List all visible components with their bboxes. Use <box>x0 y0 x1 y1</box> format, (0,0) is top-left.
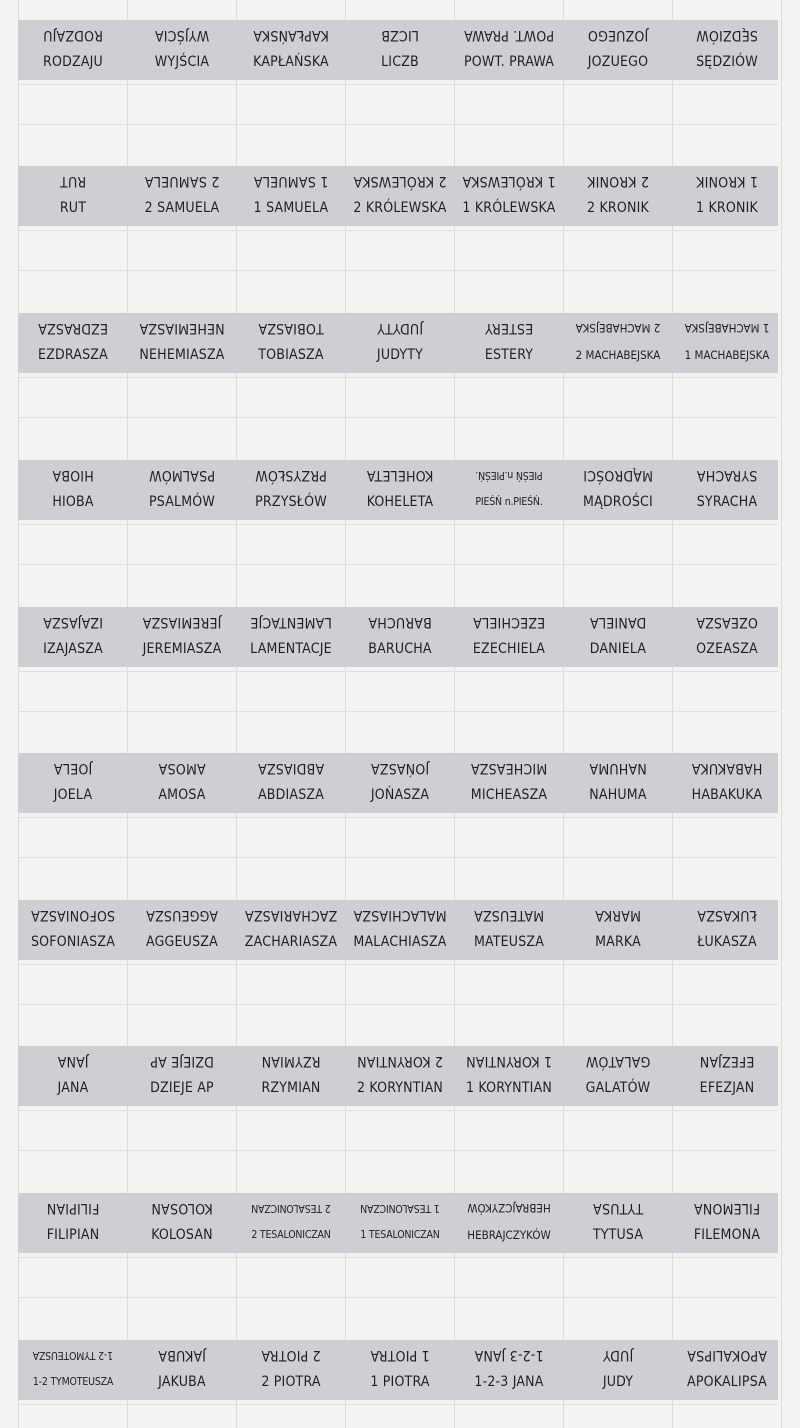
book-tab-label[interactable] <box>128 1340 236 1400</box>
book-tab-label[interactable] <box>455 1046 563 1106</box>
book-tab-label[interactable] <box>673 753 781 813</box>
tab-label: 2 KRONIK <box>587 200 649 216</box>
tab-label: LAMENTACJE <box>250 641 332 657</box>
tab-label-inverted: TYTUSA <box>592 1200 644 1216</box>
tab-label-inverted: ABDIASZA <box>257 760 325 776</box>
book-tab-label[interactable] <box>455 1340 563 1400</box>
tab-label-inverted: JOZUEGO <box>587 27 649 43</box>
book-tab-label[interactable] <box>128 1193 236 1253</box>
score-line <box>18 817 778 818</box>
book-tab-label[interactable] <box>564 753 672 813</box>
tab-label: HEBRAJCZYKÓW <box>467 1228 551 1242</box>
book-tab-label[interactable] <box>128 1046 236 1106</box>
tab-label: ESTERY <box>484 347 534 363</box>
score-line <box>18 124 778 125</box>
tab-label: JUDY <box>602 1374 634 1390</box>
book-tab-label[interactable] <box>455 753 563 813</box>
tab-label-inverted: 1 KORYNTIAN <box>466 1053 553 1069</box>
tab-label: 2 PIOTRA <box>261 1374 321 1390</box>
tab-label: RZYMIAN <box>261 1080 321 1096</box>
tab-label-inverted: HABAKUKA <box>691 760 763 776</box>
score-line <box>18 377 778 378</box>
tab-label-inverted: NAHUMA <box>589 760 647 776</box>
tab-label: MATEUSZA <box>473 934 545 950</box>
book-tab-label[interactable] <box>237 607 345 667</box>
book-tab-label[interactable] <box>346 607 454 667</box>
book-tab-label[interactable] <box>564 607 672 667</box>
tab-label-inverted: NEHEMIASZA <box>139 320 225 336</box>
tab-label: 1 KORYNTIAN <box>465 1080 552 1096</box>
tab-label-inverted: 2 KRONIK <box>587 173 649 189</box>
book-tab-label[interactable] <box>673 20 781 80</box>
book-tab-label[interactable] <box>237 753 345 813</box>
tab-label-inverted: 2 TESALONICZAN <box>251 1202 331 1214</box>
tab-label: KAPŁAŃSKA <box>253 54 329 70</box>
tab-label-inverted: OZEASZA <box>696 614 758 630</box>
tab-label: 1 PIOTRA <box>370 1374 430 1390</box>
book-tab-label[interactable] <box>673 166 781 226</box>
book-tab-label[interactable] <box>237 900 345 960</box>
book-tab-label[interactable] <box>346 20 454 80</box>
tab-label: 1 MACHABEJSKA <box>684 348 770 362</box>
tab-label: 2 KRÓLEWSKA <box>353 200 447 216</box>
tab-label: MĄDROŚCI <box>583 494 653 510</box>
tab-label: 2 MACHABEJSKA <box>575 348 661 362</box>
tab-label-inverted: PIEŚŃ n.PIEŚŃ. <box>475 469 543 481</box>
book-tab-label[interactable] <box>19 753 127 813</box>
book-tab-label[interactable] <box>128 900 236 960</box>
tab-label: JUDYTY <box>376 347 424 363</box>
book-tab-label[interactable] <box>346 1193 454 1253</box>
score-line <box>18 417 778 418</box>
tab-label-inverted: MATEUSZA <box>473 907 545 923</box>
book-tab-label[interactable] <box>673 900 781 960</box>
tab-label-inverted: 1 SAMUELA <box>253 173 329 189</box>
book-tab-label[interactable] <box>19 1193 127 1253</box>
tab-label-inverted: 2 KORYNTIAN <box>357 1053 444 1069</box>
tab-label: DANIELA <box>589 641 647 657</box>
book-tab-label[interactable] <box>564 1340 672 1400</box>
tab-label-inverted: TOBIASZA <box>258 320 324 336</box>
tab-label: AMOSA <box>158 787 206 803</box>
tab-label: SĘDZIÓW <box>696 54 758 70</box>
book-tab-label[interactable] <box>19 607 127 667</box>
book-tab-label[interactable] <box>673 607 781 667</box>
tab-label-inverted: 1 TESALONICZAN <box>360 1202 440 1214</box>
tab-label: FILIPIAN <box>46 1227 100 1243</box>
tab-label: DZIEJE AP <box>150 1080 214 1096</box>
tab-label-inverted: AGGEUSZA <box>146 907 218 923</box>
tab-label: RODZAJU <box>43 54 103 70</box>
score-line <box>18 1297 778 1298</box>
score-line <box>18 270 778 271</box>
tab-label: JOŃASZA <box>370 787 430 803</box>
score-line <box>18 1404 778 1405</box>
score-line <box>18 857 778 858</box>
book-tab-label[interactable] <box>128 20 236 80</box>
tab-label: JAKUBA <box>158 1374 206 1390</box>
tab-label: JANA <box>57 1080 89 1096</box>
tab-label-inverted: JAKUBA <box>158 1347 206 1363</box>
book-tab-label[interactable] <box>128 313 236 373</box>
tab-label-inverted: JEREMIASZA <box>142 614 222 630</box>
tab-label-inverted: 2 SAMUELA <box>144 173 220 189</box>
tab-label-inverted: EZECHIELA <box>472 614 546 630</box>
tab-label-inverted: WYJŚCIA <box>154 27 210 43</box>
tab-label-inverted: DZIEJE AP <box>150 1053 214 1069</box>
tab-label: PRZYSŁÓW <box>255 494 327 510</box>
tab-label-inverted: KAPŁAŃSKA <box>253 27 329 43</box>
book-tab-label[interactable] <box>346 753 454 813</box>
tab-label: ŁUKASZA <box>697 934 757 950</box>
book-tab-label[interactable] <box>19 1046 127 1106</box>
tab-label-inverted: 1-2 TYMOTEUSZA <box>32 1349 114 1361</box>
tab-label-inverted: FILEMONA <box>693 1200 761 1216</box>
score-line <box>18 524 778 525</box>
tab-label: MARKA <box>595 934 641 950</box>
tab-label: IZAJASZA <box>43 641 103 657</box>
tab-label-inverted: 2 PIOTRA <box>261 1347 321 1363</box>
tab-label: 1 TESALONICZAN <box>360 1229 440 1241</box>
book-tab-label[interactable] <box>19 460 127 520</box>
book-tab-label[interactable] <box>673 313 781 373</box>
tab-label-inverted: ŁUKASZA <box>697 907 757 923</box>
book-tab-label[interactable] <box>19 900 127 960</box>
book-tab-label[interactable] <box>128 753 236 813</box>
tab-label: KOLOSAN <box>151 1227 213 1243</box>
tab-label: JOELA <box>53 787 93 803</box>
book-tab-label[interactable] <box>455 313 563 373</box>
tab-label: EFEZJAN <box>699 1080 755 1096</box>
book-tab-label[interactable] <box>673 460 781 520</box>
tab-label-inverted: APOKALIPSA <box>687 1347 767 1363</box>
tab-label: MALACHIASZA <box>353 934 447 950</box>
book-tab-label[interactable] <box>673 1046 781 1106</box>
tab-label: ABDIASZA <box>257 787 325 803</box>
book-tab-label[interactable] <box>19 166 127 226</box>
tab-label: SYRACHA <box>696 494 758 510</box>
book-tab-label[interactable] <box>564 900 672 960</box>
tab-label-inverted: MICHEASZA <box>470 760 548 776</box>
tab-label-inverted: JOELA <box>53 760 93 776</box>
tab-label-inverted: SOFONIASZA <box>30 907 116 923</box>
score-line <box>18 230 778 231</box>
tab-label: TYTUSA <box>592 1227 644 1243</box>
book-tab-label[interactable] <box>346 1046 454 1106</box>
tab-label: NEHEMIASZA <box>139 347 225 363</box>
tab-label-inverted: MĄDROŚCI <box>583 467 653 483</box>
tab-label-inverted: KOHELETA <box>366 467 434 483</box>
book-tab-label[interactable] <box>237 460 345 520</box>
book-tab-label[interactable] <box>564 1193 672 1253</box>
tab-label: KOHELETA <box>366 494 434 510</box>
tab-label-inverted: JANA <box>57 1053 89 1069</box>
book-tab-label[interactable] <box>455 607 563 667</box>
tab-label-inverted: 2 MACHABEJSKA <box>575 321 661 335</box>
tab-label: 2 TESALONICZAN <box>251 1229 331 1241</box>
book-tab-label[interactable] <box>564 313 672 373</box>
tab-label: ZACHARIASZA <box>244 934 338 950</box>
tab-label-inverted: DANIELA <box>589 614 647 630</box>
tab-label: EZDRASZA <box>38 347 108 363</box>
tab-label-inverted: BARUCHA <box>368 614 432 630</box>
tab-label: JOZUEGO <box>587 54 649 70</box>
tab-label: JEREMIASZA <box>142 641 222 657</box>
tab-label-inverted: 1 MACHABEJSKA <box>684 321 770 335</box>
tab-label: LICZB <box>381 54 419 70</box>
tab-label: 2 KORYNTIAN <box>356 1080 443 1096</box>
tab-label: SOFONIASZA <box>30 934 116 950</box>
tab-label: 1-2 TYMOTEUSZA <box>32 1376 114 1388</box>
book-tab-label[interactable] <box>673 1193 781 1253</box>
score-line <box>18 1150 778 1151</box>
score-line <box>18 671 778 672</box>
tab-label: FILEMONA <box>693 1227 761 1243</box>
tab-label-inverted: 1 KRÓLEWSKA <box>462 173 556 189</box>
book-tab-label[interactable] <box>564 460 672 520</box>
tab-label-inverted: MALACHIASZA <box>353 907 447 923</box>
tab-label-inverted: AMOSA <box>158 760 206 776</box>
tab-label-inverted: SYRACHA <box>696 467 758 483</box>
tab-label: PIEŚŃ n.PIEŚŃ. <box>475 496 543 508</box>
tab-label-inverted: POWT. PRAWA <box>463 27 555 43</box>
tab-label-inverted: LICZB <box>381 27 419 43</box>
tab-label: APOKALIPSA <box>687 1374 767 1390</box>
book-tab-label[interactable] <box>128 166 236 226</box>
tab-label: 1 SAMUELA <box>253 200 329 216</box>
book-tab-label[interactable] <box>455 460 563 520</box>
tab-label-inverted: JUDYTY <box>376 320 424 336</box>
score-line <box>18 1110 778 1111</box>
tab-label: HIOBA <box>52 494 94 510</box>
tab-label-inverted: 1-2-3 JANA <box>474 1347 544 1363</box>
tab-label-inverted: RODZAJU <box>43 27 103 43</box>
score-line <box>18 84 778 85</box>
tab-label: POWT. PRAWA <box>463 54 555 70</box>
book-tab-label[interactable] <box>346 313 454 373</box>
book-tab-label[interactable] <box>455 20 563 80</box>
tab-label-inverted: PSALMÓW <box>148 467 216 483</box>
tab-label-inverted: JUDY <box>602 1347 634 1363</box>
tab-label: GALATÓW <box>585 1080 651 1096</box>
tab-label-inverted: HEBRAJCZYKÓW <box>467 1201 551 1215</box>
book-tab-label[interactable] <box>19 1340 127 1400</box>
book-tab-label[interactable] <box>455 1193 563 1253</box>
book-tab-label[interactable] <box>237 313 345 373</box>
tab-label-inverted: SĘDZIÓW <box>696 27 758 43</box>
tab-label-inverted: RUT <box>59 173 87 189</box>
column-rule <box>781 0 782 1428</box>
tab-label: HABAKUKA <box>691 787 763 803</box>
book-tab-label[interactable] <box>346 460 454 520</box>
book-tab-label[interactable] <box>346 1340 454 1400</box>
tab-label-inverted: 1 PIOTRA <box>370 1347 430 1363</box>
book-tab-label[interactable] <box>673 1340 781 1400</box>
book-tab-label[interactable] <box>564 20 672 80</box>
tab-label: NAHUMA <box>589 787 647 803</box>
tab-label: 2 SAMUELA <box>144 200 220 216</box>
score-line <box>18 1004 778 1005</box>
tab-label-inverted: 1 KRONIK <box>696 173 758 189</box>
tab-label: 1-2-3 JANA <box>474 1374 544 1390</box>
tab-label-inverted: RZYMIAN <box>261 1053 321 1069</box>
tab-label: 1 KRÓLEWSKA <box>462 200 556 216</box>
book-tab-label[interactable] <box>19 313 127 373</box>
book-tab-label[interactable] <box>19 20 127 80</box>
tab-label-inverted: PRZYSŁÓW <box>255 467 327 483</box>
book-tab-label[interactable] <box>237 20 345 80</box>
tab-label-inverted: HIOBA <box>52 467 94 483</box>
tab-label-inverted: ZACHARIASZA <box>244 907 338 923</box>
tab-label: WYJŚCIA <box>154 54 210 70</box>
book-tab-label[interactable] <box>128 607 236 667</box>
tab-label: MICHEASZA <box>470 787 548 803</box>
score-line <box>18 964 778 965</box>
book-tab-label[interactable] <box>346 900 454 960</box>
tab-label: EZECHIELA <box>472 641 546 657</box>
tab-label-inverted: EZDRASZA <box>38 320 108 336</box>
tab-label: BARUCHA <box>368 641 432 657</box>
tab-label-inverted: KOLOSAN <box>151 1200 213 1216</box>
tab-label: OZEASZA <box>696 641 758 657</box>
tab-label-inverted: GALATÓW <box>585 1053 651 1069</box>
score-line <box>18 1257 778 1258</box>
tab-label-inverted: FILIPIAN <box>46 1200 100 1216</box>
book-tab-label[interactable] <box>346 166 454 226</box>
book-tab-label[interactable] <box>237 1193 345 1253</box>
tab-label-inverted: ESTERY <box>484 320 534 336</box>
book-tab-label[interactable] <box>237 1340 345 1400</box>
book-tab-label[interactable] <box>564 166 672 226</box>
tab-label-inverted: JOŃASZA <box>370 760 430 776</box>
book-tab-label[interactable] <box>564 1046 672 1106</box>
tab-label-inverted: LAMENTACJE <box>250 614 332 630</box>
tab-label-inverted: EFEZJAN <box>699 1053 755 1069</box>
tab-label: 1 KRONIK <box>696 200 758 216</box>
book-tab-label[interactable] <box>237 166 345 226</box>
tab-label-inverted: MARKA <box>595 907 641 923</box>
tab-label-inverted: IZAJASZA <box>43 614 103 630</box>
tab-label-inverted: 2 KRÓLEWSKA <box>353 173 447 189</box>
book-tab-label[interactable] <box>128 460 236 520</box>
book-tab-label[interactable] <box>237 1046 345 1106</box>
score-line <box>18 711 778 712</box>
tab-label: RUT <box>59 200 87 216</box>
book-tab-label[interactable] <box>455 166 563 226</box>
tab-label: AGGEUSZA <box>146 934 218 950</box>
tab-label: PSALMÓW <box>148 494 216 510</box>
book-tab-label[interactable] <box>455 900 563 960</box>
tab-label: TOBIASZA <box>258 347 324 363</box>
score-line <box>18 564 778 565</box>
